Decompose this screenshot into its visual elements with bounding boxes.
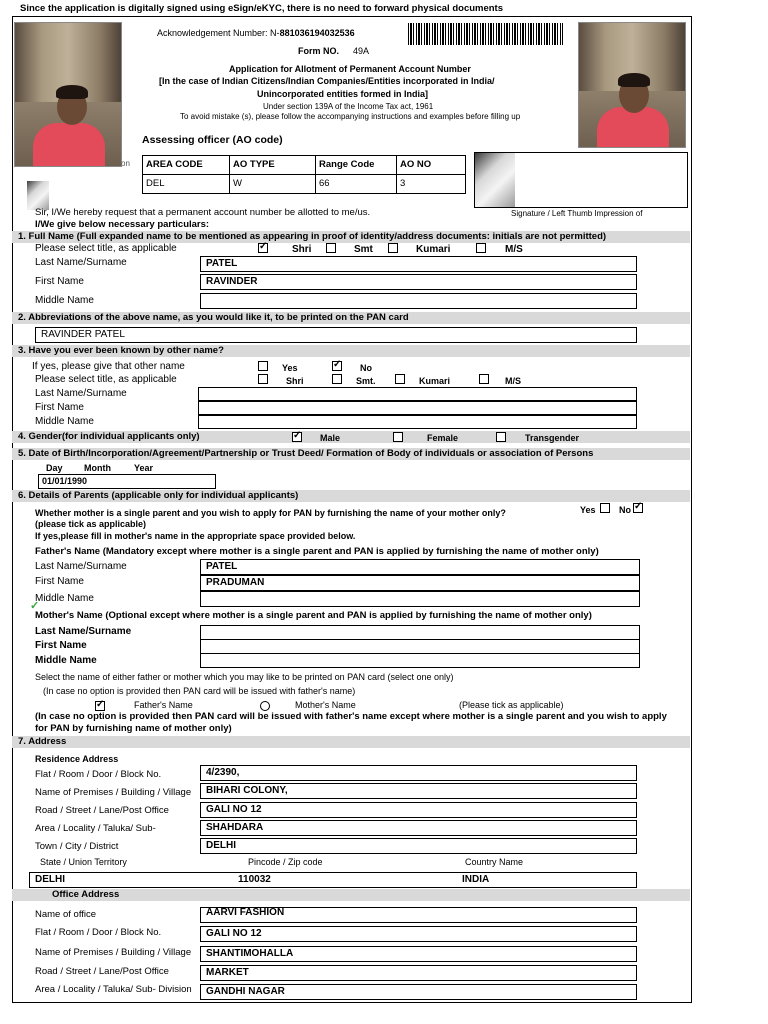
ack-label: Acknowledgement Number: N-881036194032536 xyxy=(157,28,355,38)
s6-mother-heading: Mother's Name (Optional except where mother is a single parent and PAN is applied by furnishing the name of mother only) xyxy=(35,610,592,621)
s6-no: No xyxy=(619,505,631,515)
s3-title-prompt: Please select title, as applicable xyxy=(35,374,177,385)
s6-mother-middle-name-field[interactable] xyxy=(200,653,640,668)
section-3-heading: 3. Have you ever been known by other name? xyxy=(12,345,690,357)
s3-no-checkbox[interactable] xyxy=(332,361,342,371)
s4-male-checkbox[interactable] xyxy=(292,432,302,442)
s7-office-heading: Office Address xyxy=(12,889,690,901)
s7-res-label-flat: Flat / Room / Door / Block No. xyxy=(35,769,162,780)
ao-header-ao-no: AO NO xyxy=(396,155,466,175)
s6-option-note-1: (In case no option is provided then PAN card will be issued with father's name except where mother is a single parent and you wish to apply xyxy=(35,711,667,722)
s3-title-kumari-checkbox[interactable] xyxy=(395,374,405,384)
thumb-image xyxy=(27,181,49,210)
ao-header-area-code: AREA CODE xyxy=(142,155,230,175)
intro-line-1: Sir, I/We hereby request that a permanent account number be allotted to me/us. xyxy=(35,207,371,218)
s1-middle-name-field[interactable] xyxy=(200,293,637,309)
s7-res-town-field[interactable]: DELHI xyxy=(200,838,637,854)
check-mark-icon: ✓ xyxy=(30,600,40,612)
s6-father-last-name-field[interactable]: PATEL xyxy=(200,559,640,575)
s6-mother-name-option: Mother's Name xyxy=(295,700,356,710)
s7-state-pin-country-row xyxy=(29,872,637,888)
s3-title-smt-checkbox[interactable] xyxy=(332,374,342,384)
ack-number: 881036194032536 xyxy=(279,28,355,38)
s1-title-ms-checkbox[interactable] xyxy=(476,243,486,253)
s1-title-smt-checkbox[interactable] xyxy=(326,243,336,253)
section-4-heading: 4. Gender(for individual applicants only) xyxy=(12,431,690,443)
s3-title-ms-checkbox[interactable] xyxy=(479,374,489,384)
photo-edge-text: on xyxy=(121,159,130,168)
s6-mother-name-option-radio[interactable] xyxy=(260,701,270,711)
s6-mother-first-name-field[interactable] xyxy=(200,639,640,654)
s7-res-premises-field[interactable]: BIHARI COLONY, xyxy=(200,783,637,799)
s7-res-road-field[interactable]: GALI NO 12 xyxy=(200,802,637,818)
s7-res-area-field[interactable]: SHAHDARA xyxy=(200,820,637,836)
s1-title-kumari-checkbox[interactable] xyxy=(388,243,398,253)
s1-last-label: Last Name/Surname xyxy=(35,257,127,268)
s1-title-shri: Shri xyxy=(292,244,312,255)
s1-title-shri-checkbox[interactable] xyxy=(258,243,268,253)
s7-res-label-premises: Name of Premises / Building / Village xyxy=(35,787,192,798)
s6-option-note-2: for PAN by furnishing name of mother only) xyxy=(35,723,232,734)
s6-father-first-name-field[interactable]: PRADUMAN xyxy=(200,575,640,591)
s6-ifyes-note: If yes,please fill in mother's name in the appropriate space provided below. xyxy=(35,531,356,541)
s4-female: Female xyxy=(427,433,459,443)
s6-mother-last-name-field[interactable] xyxy=(200,625,640,640)
s7-res-label-road: Road / Street / Lane/Post Office xyxy=(35,805,169,816)
s3-ifyes: If yes, please give that other name xyxy=(32,361,185,372)
s7-office-label-flat: Flat / Room / Door / Block No. xyxy=(35,927,162,938)
s3-middle-name-field[interactable] xyxy=(198,415,637,429)
s6-father-middle-label: Middle Name xyxy=(35,593,94,604)
s3-title-shri: Shri xyxy=(286,376,304,386)
s4-male: Male xyxy=(320,433,341,443)
ao-no: 3 xyxy=(396,174,466,194)
s6-father-heading: Father's Name (Mandatory except where mother is a single parent and PAN is applied by furnishing the name of mother only) xyxy=(35,546,599,557)
s6-mother-first-label: First Name xyxy=(35,640,87,651)
s6-father-name-option-checkbox[interactable] xyxy=(95,701,105,711)
s3-title-kumari: Kumari xyxy=(419,376,451,386)
s7-office-label-premises: Name of Premises / Building / Village xyxy=(35,947,192,958)
signature-image xyxy=(475,153,515,207)
s6-tick-note: (please tick as applicable) xyxy=(35,519,147,529)
s3-no: No xyxy=(360,363,372,373)
form-no-label: Form NO. xyxy=(298,46,340,56)
s3-yes-checkbox[interactable] xyxy=(258,361,268,371)
s3-first-label: First Name xyxy=(35,402,84,413)
s7-pincode-label: Pincode / Zip code xyxy=(248,857,323,867)
intro-line-2: I/We give below necessary particulars: xyxy=(35,219,210,230)
ao-area-code: DEL xyxy=(142,174,230,194)
section-7-heading: 7. Address xyxy=(12,736,690,748)
title-line-1: Application for Allotment of Permanent Account Number xyxy=(229,64,471,74)
section-1-heading: 1. Full Name (Full expanded name to be mentioned as appearing in proof of identity/address documents: initials are not permitted) xyxy=(12,231,690,243)
s5-year: Year xyxy=(134,463,154,473)
s7-office-area-field[interactable]: GANDHI NAGAR xyxy=(200,984,637,1000)
s7-state-label: State / Union Territory xyxy=(40,857,127,867)
s1-first-name-field[interactable]: RAVINDER xyxy=(200,274,637,290)
s6-tick-applicable: (Please tick as applicable) xyxy=(459,700,564,710)
s7-res-label-town: Town / City / District xyxy=(35,841,119,852)
s3-first-name-field[interactable] xyxy=(198,401,637,415)
barcode xyxy=(408,23,563,45)
s7-residence-heading: Residence Address xyxy=(35,754,119,764)
s7-office-premises-field[interactable]: SHANTIMOHALLA xyxy=(200,946,637,962)
ao-type: W xyxy=(229,174,316,194)
s4-transgender: Transgender xyxy=(525,433,580,443)
s3-middle-label: Middle Name xyxy=(35,416,94,427)
s1-first-label: First Name xyxy=(35,276,84,287)
s1-title-kumari: Kumari xyxy=(416,244,451,255)
s1-middle-label: Middle Name xyxy=(35,295,94,306)
s7-state-value[interactable]: DELHI xyxy=(35,874,65,885)
applicant-photo-right xyxy=(578,22,686,148)
s6-father-last-label: Last Name/Surname xyxy=(35,561,127,572)
s3-last-name-field[interactable] xyxy=(198,387,637,401)
s6-mother-last-label: Last Name/Surname xyxy=(35,626,132,637)
section-2-heading: 2. Abbreviations of the above name, as you would like it, to be printed on the PAN card xyxy=(12,312,690,324)
s4-transgender-checkbox[interactable] xyxy=(496,432,506,442)
title-line-3: Unincorporated entities formed in India] xyxy=(257,89,429,99)
esign-banner: Since the application is digitally signed using eSign/eKYC, there is no need to forward physical documents xyxy=(20,3,504,14)
s7-office-name-field[interactable]: AARVI FASHION xyxy=(200,907,637,923)
s7-country-label: Country Name xyxy=(465,857,524,867)
s1-last-name-field[interactable]: PATEL xyxy=(200,256,637,272)
s6-yes-checkbox[interactable] xyxy=(600,503,610,513)
s4-female-checkbox[interactable] xyxy=(393,432,403,442)
s7-pincode-value[interactable]: 110032 xyxy=(238,874,271,885)
s7-office-label-area: Area / Locality / Taluka/ Sub- Division xyxy=(35,984,192,995)
s6-question: Whether mother is a single parent and you wish to apply for PAN by furnishing the name of your mother only? xyxy=(35,508,506,518)
s6-father-first-label: First Name xyxy=(35,576,84,587)
s7-country-value[interactable]: INDIA xyxy=(462,874,490,885)
s7-office-flat-field[interactable]: GALI NO 12 xyxy=(200,926,637,942)
title-line-5: To avoid mistake (s), please follow the accompanying instructions and examples before filling up xyxy=(180,112,521,121)
signature-caption: Signature / Left Thumb Impression of xyxy=(511,209,643,218)
s6-select-note-2: (In case no option is provided then PAN card will be issued with father's name) xyxy=(43,686,356,696)
ao-range-code: 66 xyxy=(315,174,397,194)
applicant-photo-left xyxy=(14,22,122,167)
s3-yes: Yes xyxy=(282,363,298,373)
section-6-heading: 6. Details of Parents (applicable only for individual applicants) xyxy=(12,490,690,502)
s1-title-smt: Smt xyxy=(354,244,373,255)
s7-office-road-field[interactable]: MARKET xyxy=(200,965,637,981)
s6-father-middle-name-field[interactable] xyxy=(200,591,640,607)
s2-abbreviation-field[interactable]: RAVINDER PATEL xyxy=(35,327,637,343)
s3-last-label: Last Name/Surname xyxy=(35,388,127,399)
s7-res-label-area: Area / Locality / Taluka/ Sub- xyxy=(35,823,156,834)
s3-title-shri-checkbox[interactable] xyxy=(258,374,268,384)
ao-header-ao-type: AO TYPE xyxy=(229,155,316,175)
s7-office-label-road: Road / Street / Lane/Post Office xyxy=(35,966,169,977)
s7-office-label-name: Name of office xyxy=(35,909,97,920)
title-line-4: Under section 139A of the Income Tax act, 1961 xyxy=(263,102,434,111)
form-no-value: 49A xyxy=(353,46,370,56)
s5-month: Month xyxy=(84,463,111,473)
s5-dob-field[interactable]: 01/01/1990 xyxy=(38,474,216,489)
s5-day: Day xyxy=(46,463,63,473)
s3-title-ms: M/S xyxy=(505,376,522,386)
s6-no-checkbox[interactable] xyxy=(633,503,643,513)
s6-father-name-option: Father's Name xyxy=(134,700,193,710)
ao-heading: Assessing officer (AO code) xyxy=(142,134,283,146)
s1-title-ms: M/S xyxy=(505,244,523,255)
s6-mother-middle-label: Middle Name xyxy=(35,655,97,666)
section-5-heading: 5. Date of Birth/Incorporation/Agreement/Partnership or Trust Deed/ Formation of Body of individuals or association of Persons xyxy=(12,448,690,460)
s3-title-smt: Smt. xyxy=(356,376,376,386)
ao-header-range-code: Range Code xyxy=(315,155,397,175)
title-line-2: [In the case of Indian Citizens/Indian Companies/Entities incorporated in India/ xyxy=(159,76,495,86)
s6-select-note-1: Select the name of either father or mother which you may like to be printed on PAN card (select one only) xyxy=(35,672,454,682)
s6-yes: Yes xyxy=(580,505,596,515)
s7-res-flat-field[interactable]: 4/2390, xyxy=(200,765,637,781)
s1-title-prompt: Please select title, as applicable xyxy=(35,243,177,254)
